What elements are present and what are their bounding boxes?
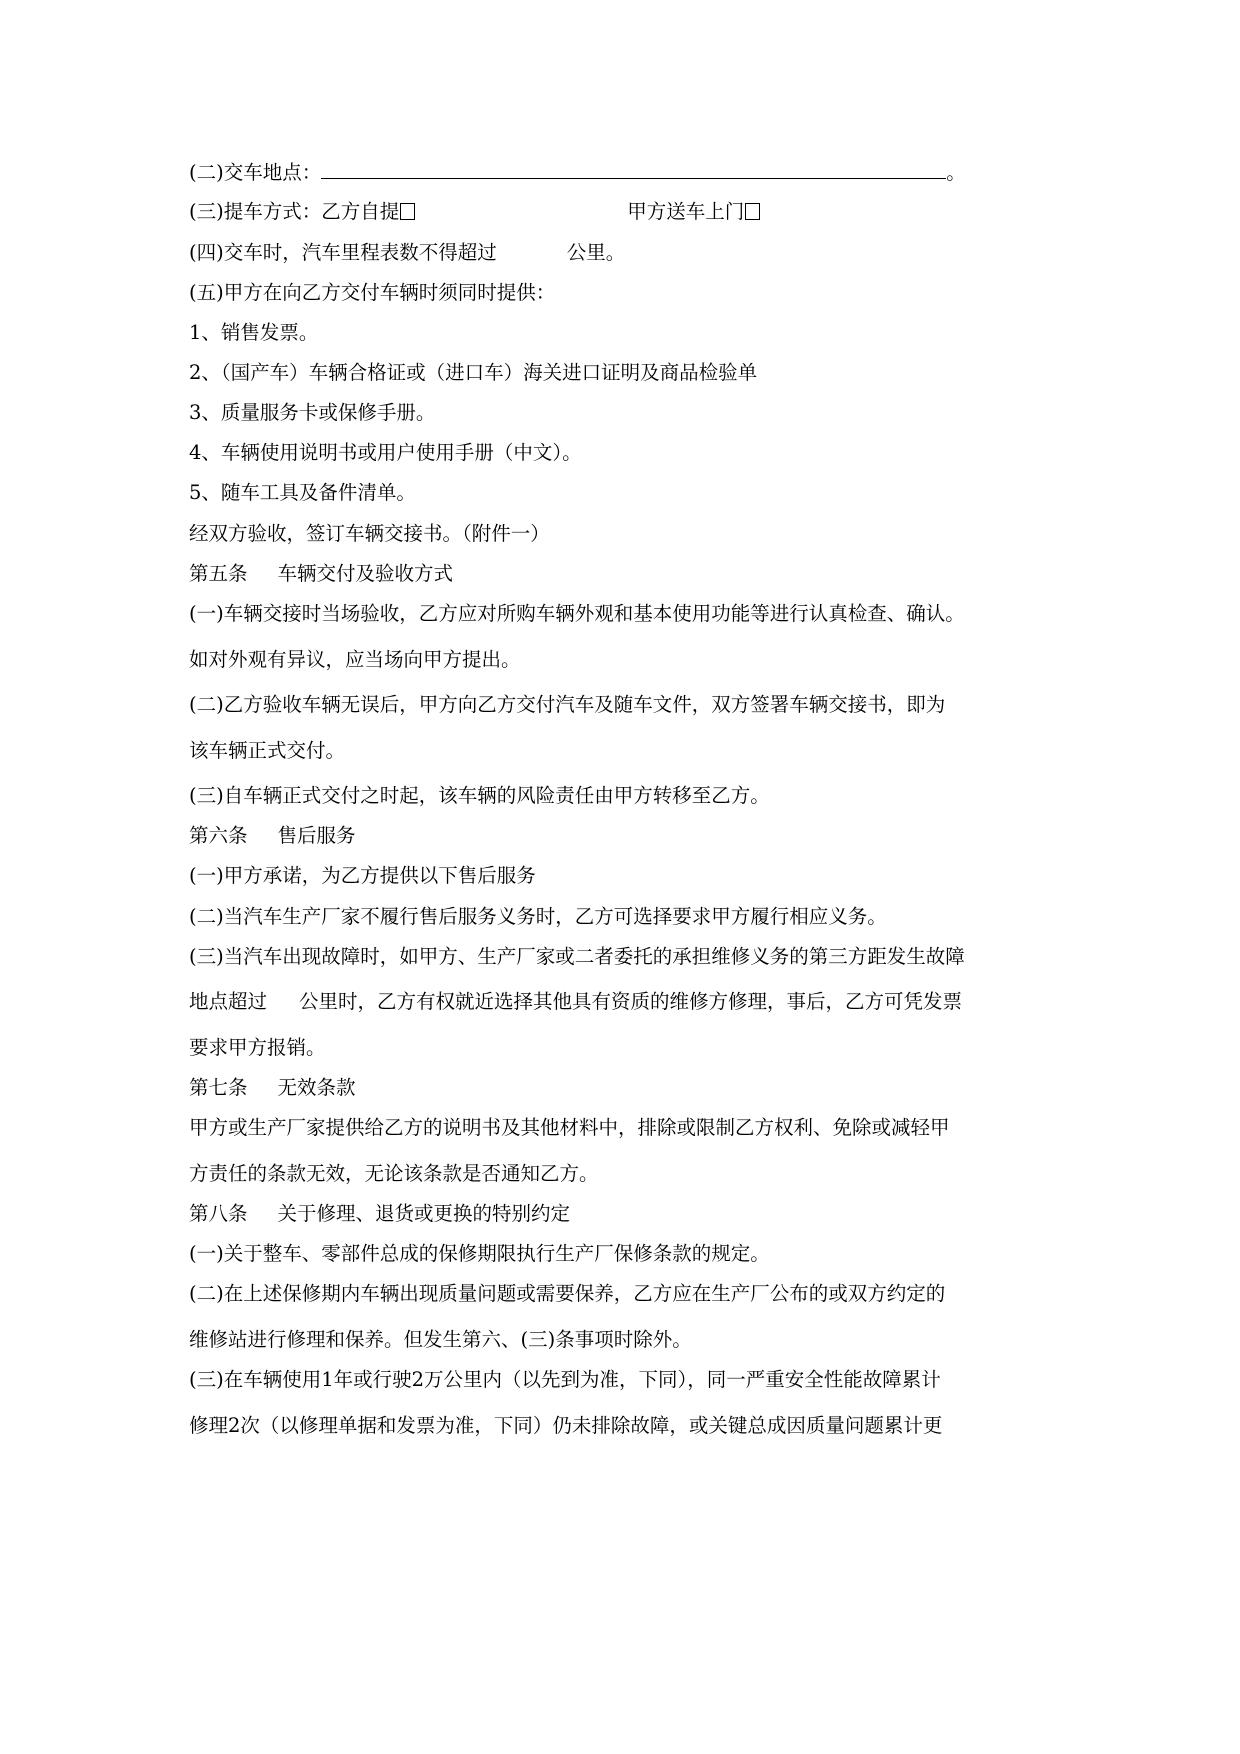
article-heading	[189, 1202, 570, 1226]
article-number: 第七条	[189, 1076, 248, 1099]
paragraph-line: 方责任的条款无效，无论该条款是否通知乙方。	[189, 1162, 599, 1185]
distance-text-a: 地点超过	[189, 990, 268, 1013]
paragraph-line: (三)在车辆使用1年或行驶2万公里内（以先到为准，下同），同一严重安全性能故障累计	[189, 1368, 941, 1391]
article-heading	[189, 562, 453, 586]
delivery-location-blank	[321, 160, 946, 179]
pickup-method-line	[189, 200, 760, 224]
article-number: 第八条	[189, 1202, 248, 1225]
paragraph-line: 甲方或生产厂家提供给乙方的说明书及其他材料中，排除或限制乙方权利、免除或减轻甲	[189, 1116, 950, 1139]
paragraph-line: 维修站进行修理和保养。但发生第六、(三)条事项时除外。	[189, 1328, 692, 1351]
paragraph-line: (一)关于整车、零部件总成的保修期限执行生产厂保修条款的规定。	[189, 1242, 770, 1265]
distance-line	[189, 990, 962, 1014]
paragraph-line: 如对外观有异议，应当场向甲方提出。	[189, 648, 521, 671]
article-title: 售后服务	[277, 824, 356, 847]
list-item: 3、质量服务卡或保修手册。	[189, 401, 436, 424]
pickup-self-label: (三)提车方式：乙方自提	[189, 200, 400, 223]
pickup-delivery-label: 甲方送车上门	[627, 200, 745, 223]
paragraph-line: 经双方验收，签订车辆交接书。（附件一）	[189, 522, 550, 545]
pickup-delivery-checkbox[interactable]	[745, 203, 760, 220]
article-number: 第五条	[189, 562, 248, 585]
article-number: 第六条	[189, 824, 248, 847]
delivery-location-label: (二)交车地点：	[189, 161, 322, 184]
delivery-location-end: 。	[946, 161, 966, 184]
paragraph-line: (二)在上述保修期内车辆出现质量问题或需要保养，乙方应在生产厂公布的或双方约定的	[189, 1282, 946, 1305]
article-heading	[189, 1076, 356, 1100]
list-item: 1、销售发票。	[189, 321, 319, 344]
list-item: 4、车辆使用说明书或用户使用手册（中文）。	[189, 441, 582, 464]
article-title: 车辆交付及验收方式	[277, 562, 454, 585]
paragraph-line: (二)当汽车生产厂家不履行售后服务义务时，乙方可选择要求甲方履行相应义务。	[189, 905, 887, 928]
paragraph-line: (三)自车辆正式交付之时起，该车辆的风险责任由甲方转移至乙方。	[189, 784, 770, 807]
article-title: 无效条款	[277, 1076, 356, 1099]
distance-text-b: 公里时，乙方有权就近选择其他具有资质的维修方修理，事后，乙方可凭发票	[299, 990, 963, 1013]
paragraph-line: 要求甲方报销。	[189, 1036, 326, 1059]
article-title: 关于修理、退货或更换的特别约定	[277, 1202, 571, 1225]
paragraph-line: 该车辆正式交付。	[189, 739, 346, 762]
paragraph-line: (一)车辆交接时当场验收，乙方应对所购车辆外观和基本使用功能等进行认真检查、确认。	[189, 602, 965, 625]
list-item: 5、随车工具及备件清单。	[189, 481, 416, 504]
paragraph-line: (五)甲方在向乙方交付车辆时须同时提供：	[189, 281, 556, 304]
paragraph-line: (一)甲方承诺，为乙方提供以下售后服务	[189, 864, 536, 887]
odometer-text-a: (四)交车时，汽车里程表数不得超过	[189, 241, 497, 264]
paragraph-line: (三)当汽车出现故障时，如甲方、生产厂家或二者委托的承担维修义务的第三方距发生故障	[189, 945, 965, 968]
odometer-text-b: 公里。	[566, 241, 626, 264]
paragraph-line: (二)乙方验收车辆无误后，甲方向乙方交付汽车及随车文件，双方签署车辆交接书，即为	[189, 693, 946, 716]
list-item: 2、（国产车）车辆合格证或（进口车）海关进口证明及商品检验单	[189, 361, 758, 384]
article-heading	[189, 824, 356, 848]
paragraph-line: 修理2次（以修理单据和发票为准，下同）仍未排除故障，或关键总成因质量问题累计更	[189, 1414, 943, 1437]
delivery-location-line	[189, 160, 966, 184]
pickup-self-checkbox[interactable]	[400, 203, 415, 220]
odometer-line	[189, 241, 625, 265]
